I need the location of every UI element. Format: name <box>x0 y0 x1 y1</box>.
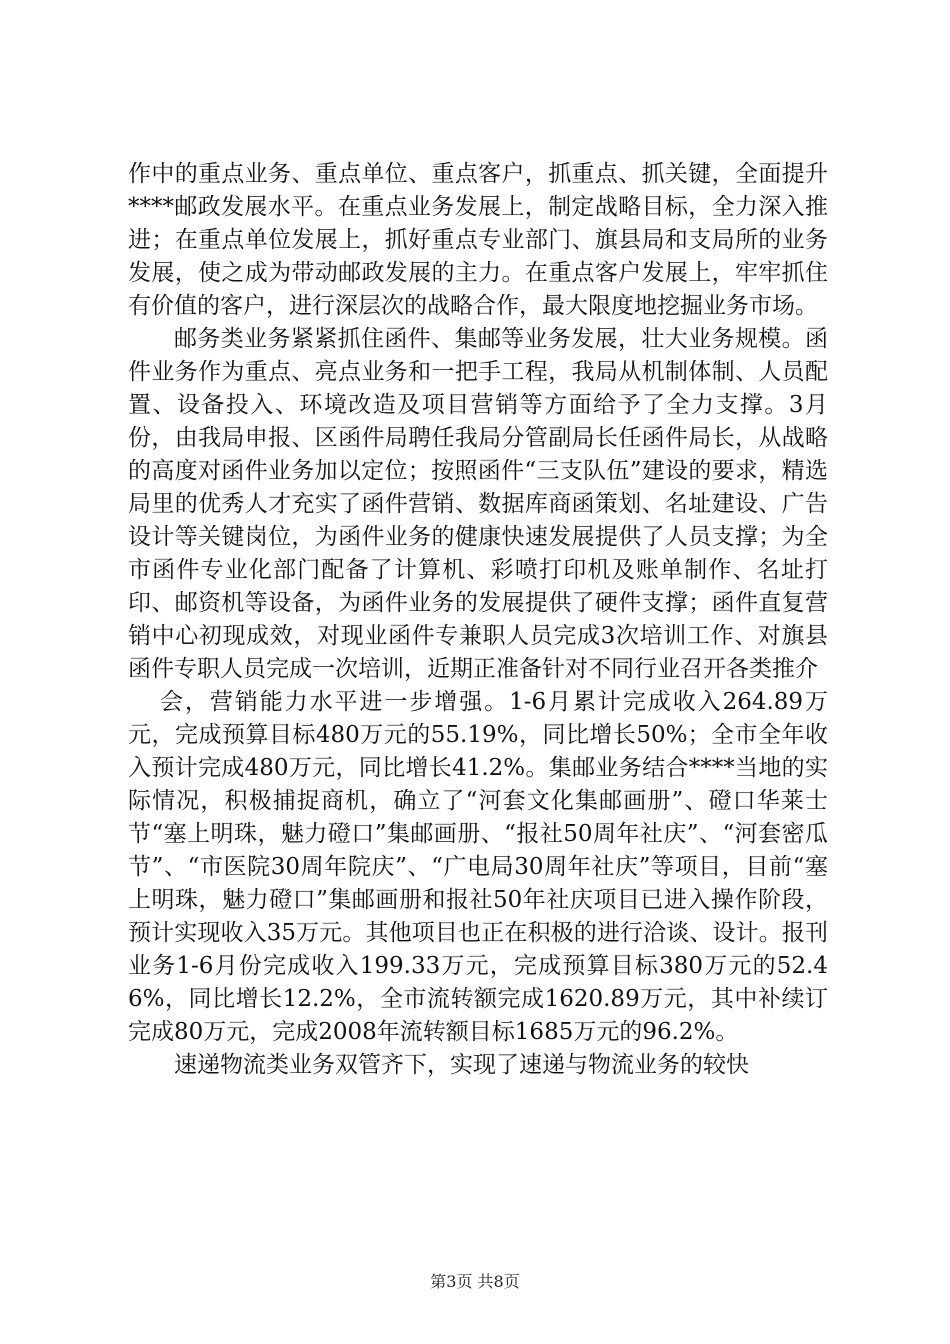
page-footer: 第3页 共8页 <box>430 1272 520 1291</box>
paragraph-revenue: 会，营销能力水平进一步增强。1-6月累计完成收入264.89万元，完成预算目标480万元的55.19%，同比增长50%；全市全年收入预计完成480万元，同比增长41.2%。集邮业务结合****当地的实际情况，积极捕捉商机，确立了“河套文化集邮画册”、磴口华莱士节“塞上明珠，魅力磴口”集邮画册、“报社50周年社庆”、“河套密瓜节”、“市医院30周年院庆”、“广电局30周年社庆”等项目，目前“塞上明珠，魅力磴口”集邮画册和报社50年社庆项目已进入操作阶段，预计实现收入35万元。其他项目也正在积极的进行洽谈、设计。报刊业务1-6月份完成收入199.33万元，完成预算目标380万元的52.46%，同比增长12.2%，全市流转额完成1620.89万元，其中补续订完成80万元，完成2008年流转额目标1685万元的96.2%。 <box>128 689 828 1045</box>
paragraph-continued: 作中的重点业务、重点单位、重点客户，抓重点、抓关键，全面提升****邮政发展水平。在重点业务发展上，制定战略目标，全力深入推进；在重点单位发展上，抓好重点专业部门、旗县局和支局所的业务发展，使之成为带动邮政发展的主力。在重点客户发展上，牢牢抓住有价值的客户，进行深层次的战略合作，最大限度地挖掘业务市场。 <box>128 161 828 319</box>
document-body <box>128 158 828 1082</box>
paragraph-postal-business: 邮务类业务紧紧抓住函件、集邮等业务发展，壮大业务规模。函件业务作为重点、亮点业务和一把手工程，我局从机制体制、人员配置、设备投入、环境改造及项目营销等方面给予了全力支撑。3月份，由我局申报、区函件局聘任我局分管副局长任函件局长，从战略的高度对函件业务加以定位；按照函件“三支队伍”建设的要求，精选局里的优秀人才充实了函件营销、数据库商函策划、名址建设、广告设计等关键岗位，为函件业务的健康快速发展提供了人员支撑；为全市函件专业化部门配备了计算机、彩喷打印机及账单制作、名址打印、邮资机等设备，为函件业务的发展提供了硬件支撑；函件直复营销中心初现成效，对现业函件专兼职人员完成3次培训工作、对旗县函件专职人员完成一次培训，近期正准备针对不同行业召开各类推介 <box>128 326 828 682</box>
paragraph-express-logistics: 速递物流类业务双管齐下，实现了速递与物流业务的较快 <box>174 1052 749 1078</box>
